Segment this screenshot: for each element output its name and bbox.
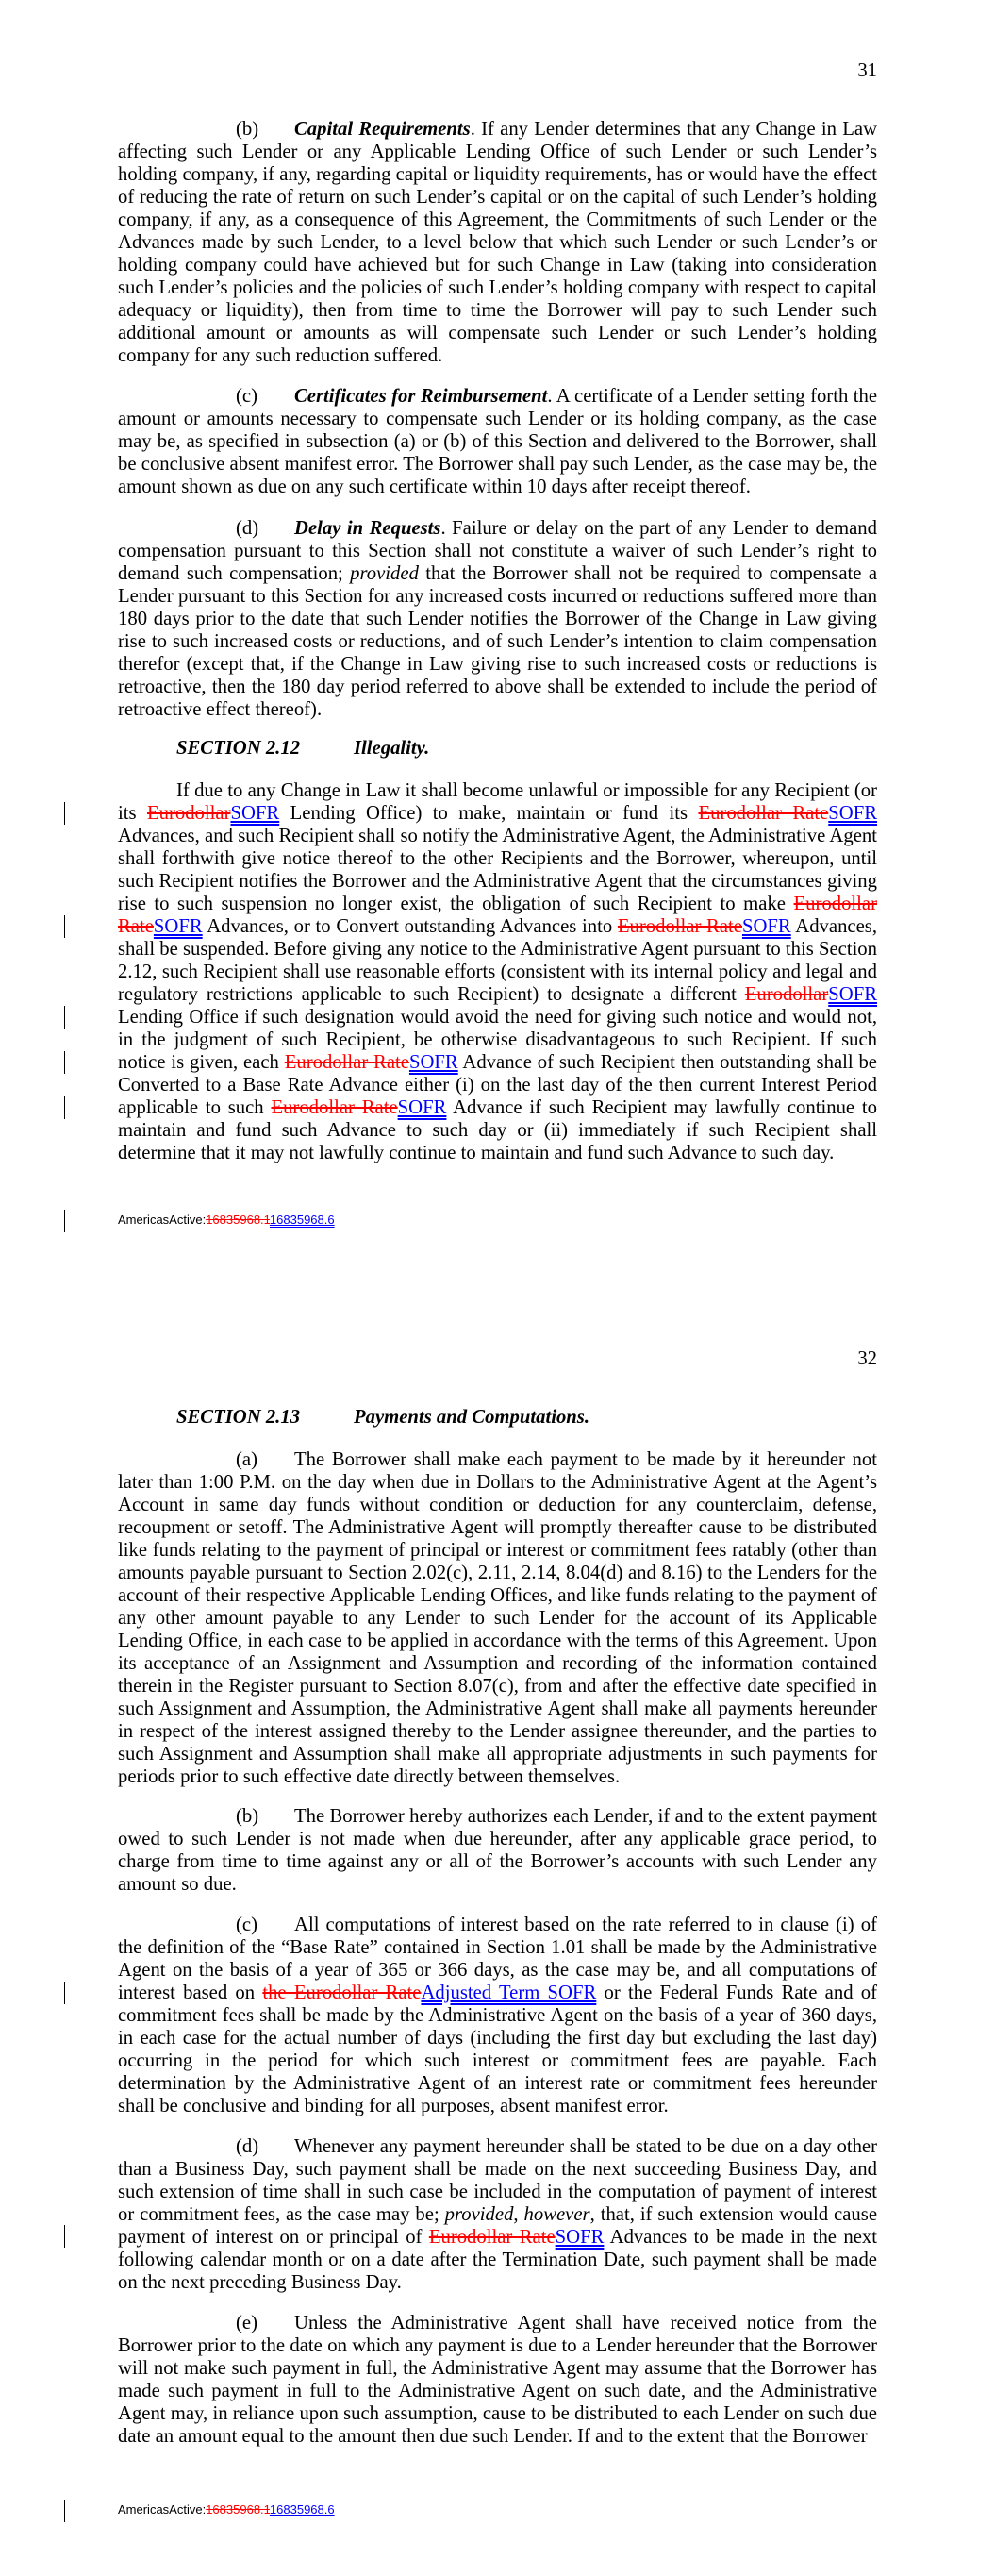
paragraph-heading: Capital Requirements <box>294 119 471 140</box>
text-run: or the Federal Funds Rate and of commitment fees shall be made by the Administrative Agent on the basis of a year of 360 days, in each case for the actual number of days (including the first day but excluding the last day) occurring in the period for which such interest or commitment fees are payable. Each determination by the Administrative Agent of an interest rate or commitment fees hereunder shall be conclusive and binding for all purposes, absent manifest error. <box>118 1982 877 2116</box>
text-run: . Failure or delay on the part of any Lender to demand compensation pursuant to this Section shall not constitute a waiver of such Lender’s right to demand such compensation; <box>118 518 877 584</box>
paragraph-label: (a) <box>236 1449 257 1470</box>
page-number: 32 <box>857 1348 877 1369</box>
paragraph-payments-d <box>118 2135 877 2294</box>
paragraph-label: (b) <box>236 119 259 140</box>
paragraph-illegality <box>118 779 877 1164</box>
text-run: Lending Office) to make, maintain or fund its <box>279 803 699 824</box>
deleted-text: Eurodollar <box>744 984 829 1005</box>
paragraph-payments-a <box>118 1448 877 1788</box>
italic-text: provided <box>350 563 419 584</box>
text-run: Advances, or to Convert outstanding Advances into <box>202 916 618 937</box>
text-run: Advances to be made in the next following calendar month or on a date after the Termination Date, such payment shall be made on the next preceding Business Day. <box>118 2227 877 2293</box>
text-run: The Borrower hereby authorizes each Lender, if and to the extent payment owed to such Lender is not made when due hereunder, after any applicable grace period, to charge from time to time against any or all of the Borrower’s accounts with such Lender any amount so due. <box>118 1806 877 1895</box>
footer-deleted-id: 16835968.1 <box>206 1213 270 1227</box>
text-run: . If any Lender determines that any Change in Law affecting such Lender or any Applicable Lending Office of such Lender or such Lender’s holding company, if any, regarding capital or liquidity requirements, has or would have the effect of reducing the rate of return on such Lender’s capital or on the capital of such Lender’s holding company, if any, as a consequence of this Agreement, the Commitments of such Lender or the Advances made by such Lender, to a level below that which such Lender or such Lender’s or holding company could have achieved but for such Change in Law (taking into consideration such Lender’s policies and the policies of such Lender’s holding company with respect to capital adequacy or liquidity), then from time to time the Borrower will pay to such Lender such additional amount or amounts as will compensate such Lender or such Lender’s holding company for any such reduction suffered. <box>118 119 878 366</box>
document-footer-id <box>118 2502 335 2517</box>
footer-deleted-id: 16835968.1 <box>206 2502 270 2517</box>
inserted-text: SOFR <box>397 1097 447 1118</box>
section-heading-2-13 <box>176 1406 589 1429</box>
text-run: Advances, shall be suspended. Before giving any notice to the Administrative Agent pursuant to this Section 2.12, such Recipient shall use reasonable efforts (consistent with its internal policy and legal and regulatory restrictions applicable to such Recipient) to designate a different <box>118 916 878 1005</box>
text-run: Unless the Administrative Agent shall have received notice from the Borrower prior to the date on which any payment is due to a Lender hereunder that the Borrower will not make such payment in full, the Administrative Agent may assume that the Borrower has made such payment in full to the Administrative Agent on such date, and the Administrative Agent may, in reliance upon such assumption, cause to be distributed to each Lender on such due date an amount equal to the amount then due such Lender. If and to the extent that the Borrower <box>118 2313 877 2447</box>
inserted-text: SOFR <box>230 803 280 824</box>
paragraph-payments-b <box>118 1805 877 1896</box>
paragraph-payments-c <box>118 1914 877 2117</box>
text-run: The Borrower shall make each payment to be made by it hereunder not later than 1:00 P.M. on the day when due in Dollars to the Administrative Agent at the Agent’s Account in same day funds without condition or deduction for any counterclaim, defense, recoupment or setoff. The Administrative Agent will promptly thereafter cause to be distributed like funds relating to the payment of principal or interest or commitment fees ratably (other than amounts payable pursuant to Section 2.02(c), 2.11, 2.14, 8.04(d) and 8.16) to the Lenders for the account of their respective Applicable Lending Offices, and like funds relating to the payment of any other amount payable to any Lender to such Lender for the account of its Applicable Lending Office, in each case to be applied in accordance with the terms of this Agreement. Upon its acceptance of an Assignment and Assumption and recording of the information contained therein in the Register pursuant to Section 8.07(c), from and after the effective date specified in such Assignment and Assumption, the Administrative Agent shall make all payments hereunder in respect of the interest assigned thereby to the Lender assignee thereunder, and the parties to such Assignment and Assumption shall make all appropriate adjustments in such payments for periods prior to such effective date directly between themselves. <box>118 1449 877 1787</box>
paragraph-label: (b) <box>236 1806 259 1827</box>
text-run: If due to any Change in Law it shall become unlawful or impossible for any Recipient (or its <box>118 780 877 824</box>
inserted-text: SOFR <box>153 916 203 937</box>
footer-inserted-id: 16835968.6 <box>269 1213 335 1227</box>
text-run: All computations of interest based on the rate referred to in clause (i) of the definition of the “Base Rate” contained in Section 1.01 shall be made by the Administrative Agent on the basis of a year of 365 or 366 days, as the case may be, and all computations of interest based on <box>118 1915 877 2003</box>
change-bar <box>64 1210 65 1232</box>
change-bar <box>64 1006 65 1029</box>
deleted-text: Eurodollar Rate <box>118 894 877 937</box>
inserted-text: SOFR <box>408 1052 458 1073</box>
text-run: , <box>513 2204 524 2225</box>
section-title: Illegality. <box>354 738 430 759</box>
section-title: Payments and Computations. <box>354 1407 590 1428</box>
inserted-text: Adjusted Term SOFR <box>421 1982 597 2003</box>
footer-prefix: AmericasActive: <box>118 1213 207 1227</box>
footer-inserted-id: 16835968.6 <box>269 2502 335 2517</box>
paragraph-heading: Delay in Requests <box>294 518 441 539</box>
change-bar <box>64 2225 65 2248</box>
paragraph-label: (d) <box>236 518 259 539</box>
deleted-text: Eurodollar Rate <box>698 803 829 824</box>
italic-text: provided <box>444 2204 514 2225</box>
change-bar <box>64 1096 65 1119</box>
footer-prefix: AmericasActive: <box>118 2502 207 2517</box>
paragraph-delay-in-requests <box>118 517 877 721</box>
paragraph-label: (c) <box>236 386 257 407</box>
deleted-text: Eurodollar Rate <box>428 2227 556 2248</box>
inserted-text: SOFR <box>741 916 791 937</box>
section-number: SECTION 2.13 <box>176 1407 301 1428</box>
deleted-text: the Eurodollar Rate <box>262 1982 422 2003</box>
paragraph-label: (d) <box>236 2136 259 2157</box>
text-run: , that, if such extension would cause payment of interest on or principal of <box>118 2204 877 2248</box>
paragraph-payments-e <box>118 2312 877 2448</box>
text-run: Advance if such Recipient may lawfully continue to maintain and fund such Advance to such day or (ii) immediately if such Recipient shall determine that it may not lawfully continue to maintain and fund such Advance to such day. <box>118 1097 877 1163</box>
italic-text: however <box>523 2204 590 2225</box>
section-number: SECTION 2.12 <box>176 738 301 759</box>
change-bar <box>64 1051 65 1074</box>
inserted-text: SOFR <box>828 803 878 824</box>
document-footer-id <box>118 1213 335 1228</box>
text-run: Whenever any payment hereunder shall be stated to be due on a day other than a Business Day, such payment shall be made on the next succeeding Business Day, and such extension of time shall in such case be included in the computation of payment of interest or commitment fees, as the case may be; <box>118 2136 877 2225</box>
change-bar <box>64 2500 65 2522</box>
text-run: . A certificate of a Lender setting forth the amount or amounts necessary to compensate such Lender or its holding company, as the case may be, as specified in subsection (a) or (b) of this Section and delivered to the Borrower, shall be conclusive absent manifest error. The Borrower shall pay such Lender, as the case may be, the amount shown as due on any such certificate within 10 days after receipt thereof. <box>118 386 878 497</box>
deleted-text: Eurodollar Rate <box>284 1052 409 1073</box>
change-bar <box>64 802 65 825</box>
deleted-text: Eurodollar <box>146 803 231 824</box>
paragraph-label: (c) <box>236 1915 257 1935</box>
paragraph-capital-requirements <box>118 118 877 367</box>
deleted-text: Eurodollar Rate <box>271 1097 398 1118</box>
inserted-text: SOFR <box>828 984 877 1005</box>
page-number: 31 <box>857 60 877 81</box>
text-run: Advances, and such Recipient shall so notify the Administrative Agent, the Administrative Agent shall forthwith give notice thereof to the other Recipients and the Borrower, whereupon, until such Recipient notifies the Borrower and the Administrative Agent that the circumstances giving rise to such suspension no longer exist, the obligation of such Recipient to make <box>118 826 877 914</box>
paragraph-label: (e) <box>236 2313 257 2333</box>
change-bar <box>64 915 65 938</box>
text-run: that the Borrower shall not be required to compensate a Lender pursuant to this Section for any increased costs incurred or reductions suffered more than 180 days prior to the date that such Lender notifies the Borrower of the Change in Law giving rise to such increased costs or reductions, and of such Lender’s intention to claim compensation therefor (except that, if the Change in Law giving rise to such increased costs or reductions is retroactive, then the 180 day period referred to above shall be extended to include the period of retroactive effect thereof). <box>118 563 878 720</box>
paragraph-heading: Certificates for Reimbursement <box>294 386 548 407</box>
inserted-text: SOFR <box>555 2227 605 2248</box>
section-heading-2-12 <box>176 737 429 760</box>
text-run: Advance of such Recipient then outstanding shall be Converted to a Base Rate Advance either (i) on the last day of the then current Interest Period applicable to such <box>118 1052 877 1118</box>
deleted-text: Eurodollar Rate <box>617 916 742 937</box>
paragraph-certificates-for-reimbursement <box>118 385 877 498</box>
change-bar <box>64 1982 65 2004</box>
text-run: Lending Office if such designation would avoid the need for giving such notice and would not, in the judgment of such Recipient, be otherwise disadvantageous to such Recipient. If such notice is given, each <box>118 1007 877 1073</box>
